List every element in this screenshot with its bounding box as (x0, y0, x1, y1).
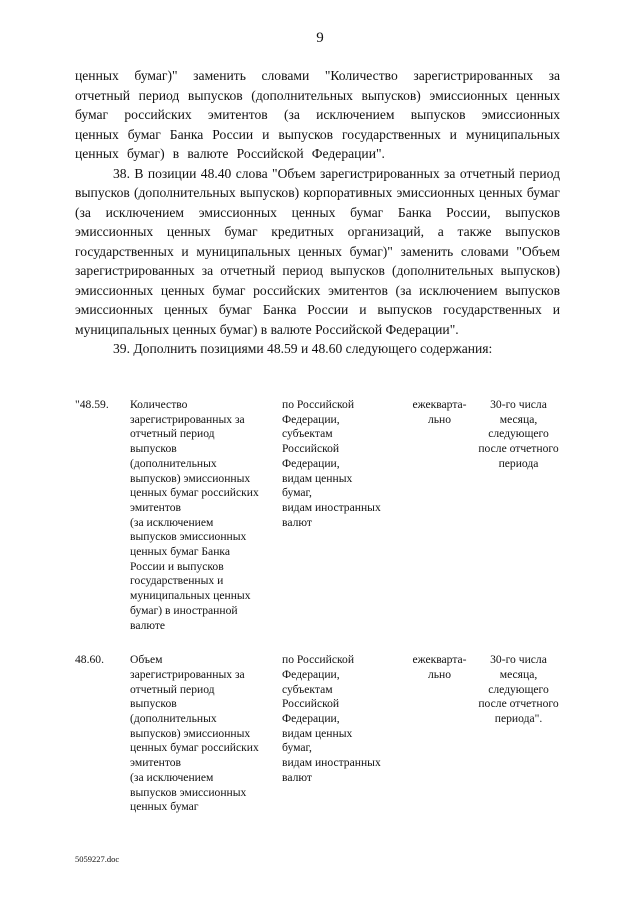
document-body (75, 66, 560, 359)
position-frequency: ежекварта- льно (412, 398, 467, 426)
position-scope: по Российской Федерации, субъектам Российской Федерации, видам ценных бумаг, видам иностранных валют (282, 653, 381, 784)
position-deadline: 30-го числа месяца, следующего после отчетного периода". (478, 653, 559, 726)
paragraph-item-38: 38. В позиции 48.40 слова "Объем зарегистрированных за отчетный период выпусков (дополнительных выпусков) корпоративных эмиссионных ценных бумаг (за исключением эмиссионных ценных бумаг Банка России, выпусков эмиссионных ценных бумаг кредитных организаций, а также выпусков государственных и муниципальных ценных бумаг)" заменить словами "Объем зарегистрированных за отчетный период выпусков (дополнительных выпусков) эмиссионных ценных бумаг российских эмитентов (за исключением выпусков эмиссионных ценных бумаг Банка России и выпусков государственных и муниципальных ценных бумаг) в валюте Российской Федерации". (75, 165, 560, 337)
position-frequency: ежекварта- льно (412, 653, 467, 681)
position-number: "48.59. (75, 398, 109, 411)
positions-table (75, 398, 565, 815)
row-spacer (75, 633, 565, 653)
page-number: 9 (316, 30, 324, 46)
footer-filename: 5059227.doc (75, 854, 120, 864)
position-scope: по Российской Федерации, субъектам Российской Федерации, видам ценных бумаг, видам иностранных валют (282, 398, 381, 529)
table-row (75, 653, 565, 815)
position-name: Количество зарегистрированных за отчетный период выпусков (дополнительных выпусков) эмиссионных ценных бумаг российских эмитентов (за исключением выпусков эмиссионных ценных бумаг Банка России и выпусков государственных и муниципальных ценных бумаг) в иностранной валюте (130, 398, 259, 632)
table-row (75, 398, 565, 633)
paragraph-item-39: 39. Дополнить позициями 48.59 и 48.60 следующего содержания: (113, 341, 493, 356)
position-number: 48.60. (75, 653, 104, 667)
position-deadline: 30-го числа месяца, следующего после отчетного периода (478, 398, 559, 470)
position-name: Объем зарегистрированных за отчетный период выпусков (дополнительных выпусков) эмиссионных ценных бумаг российских эмитентов (за исключением выпусков эмиссионных ценных бумаг (130, 653, 259, 814)
paragraph-continuation: ценных бумаг)" заменить словами "Количество зарегистрированных за отчетный период выпусков (дополнительных выпусков) эмиссионных ценных бумаг российских эмитентов (за исключением выпусков эмиссионных ценных бумаг Банка России и выпусков государственных и муниципальных ценных бумаг) в валюте Российской Федерации". (75, 68, 560, 161)
